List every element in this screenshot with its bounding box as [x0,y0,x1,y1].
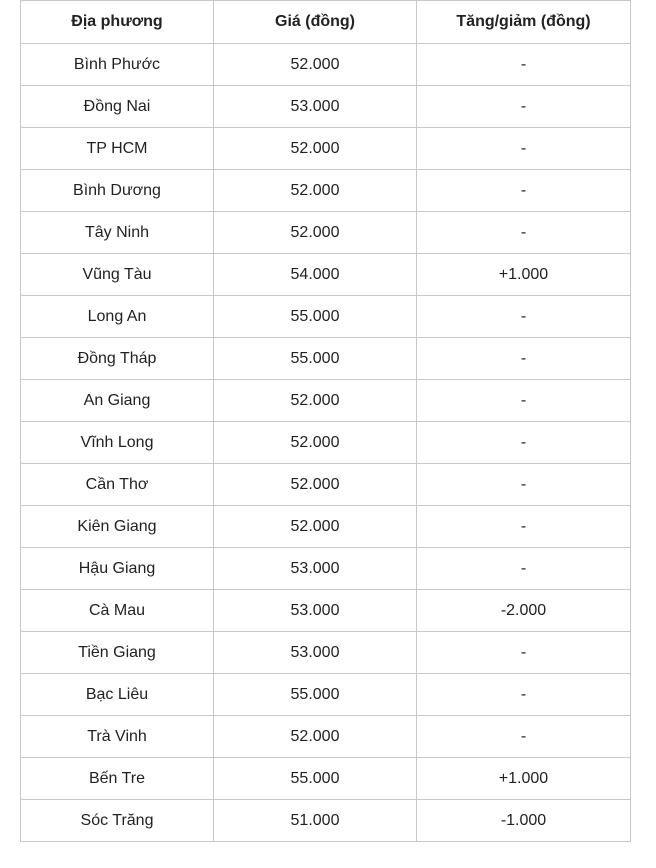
cell-change: - [417,44,631,86]
table-row [21,590,631,632]
table-row [21,296,631,338]
table-row [21,128,631,170]
cell-location: Bến Tre [21,758,214,800]
table-row [21,254,631,296]
cell-location: Tây Ninh [21,212,214,254]
table-header-row [21,1,631,44]
price-table [20,0,631,842]
cell-location: Long An [21,296,214,338]
cell-price: 55.000 [214,338,417,380]
cell-location: Kiên Giang [21,506,214,548]
cell-location: TP HCM [21,128,214,170]
table-row [21,380,631,422]
cell-location: Bình Dương [21,170,214,212]
cell-change: - [417,548,631,590]
cell-location: Đồng Tháp [21,338,214,380]
cell-change: -2.000 [417,590,631,632]
cell-price: 53.000 [214,548,417,590]
cell-price: 54.000 [214,254,417,296]
cell-change: - [417,464,631,506]
cell-change: - [417,296,631,338]
cell-change: +1.000 [417,758,631,800]
cell-price: 53.000 [214,590,417,632]
cell-change: - [417,422,631,464]
cell-price: 52.000 [214,716,417,758]
cell-change: - [417,632,631,674]
table-row [21,170,631,212]
cell-location: Cà Mau [21,590,214,632]
cell-location: Đồng Nai [21,86,214,128]
cell-location: Vĩnh Long [21,422,214,464]
cell-change: - [417,380,631,422]
cell-price: 52.000 [214,380,417,422]
table-row [21,800,631,842]
table-row [21,506,631,548]
header-change: Tăng/giảm (đồng) [417,1,631,44]
cell-location: Tiền Giang [21,632,214,674]
cell-change: - [417,86,631,128]
cell-change: +1.000 [417,254,631,296]
cell-price: 52.000 [214,422,417,464]
table-row [21,674,631,716]
cell-price: 52.000 [214,506,417,548]
table-row [21,464,631,506]
table-row [21,86,631,128]
cell-location: Sóc Trăng [21,800,214,842]
cell-location: Vũng Tàu [21,254,214,296]
cell-change: - [417,212,631,254]
cell-price: 55.000 [214,296,417,338]
cell-change: - [417,128,631,170]
cell-price: 52.000 [214,464,417,506]
cell-change: - [417,506,631,548]
cell-price: 51.000 [214,800,417,842]
table-row [21,212,631,254]
cell-change: - [417,170,631,212]
cell-price: 52.000 [214,212,417,254]
cell-price: 52.000 [214,128,417,170]
header-location: Địa phương [21,1,214,44]
price-table-container [20,0,631,842]
cell-change: -1.000 [417,800,631,842]
table-row [21,422,631,464]
cell-location: Bình Phước [21,44,214,86]
table-row [21,758,631,800]
cell-change: - [417,338,631,380]
cell-location: Hậu Giang [21,548,214,590]
cell-location: Cần Thơ [21,464,214,506]
table-row [21,632,631,674]
cell-price: 55.000 [214,674,417,716]
header-price: Giá (đồng) [214,1,417,44]
table-row [21,716,631,758]
table-row [21,44,631,86]
cell-change: - [417,674,631,716]
cell-price: 55.000 [214,758,417,800]
cell-location: Bạc Liêu [21,674,214,716]
table-body [21,44,631,842]
table-row [21,338,631,380]
cell-price: 52.000 [214,44,417,86]
cell-price: 52.000 [214,170,417,212]
cell-location: Trà Vinh [21,716,214,758]
cell-change: - [417,716,631,758]
table-row [21,548,631,590]
cell-price: 53.000 [214,86,417,128]
cell-location: An Giang [21,380,214,422]
cell-price: 53.000 [214,632,417,674]
